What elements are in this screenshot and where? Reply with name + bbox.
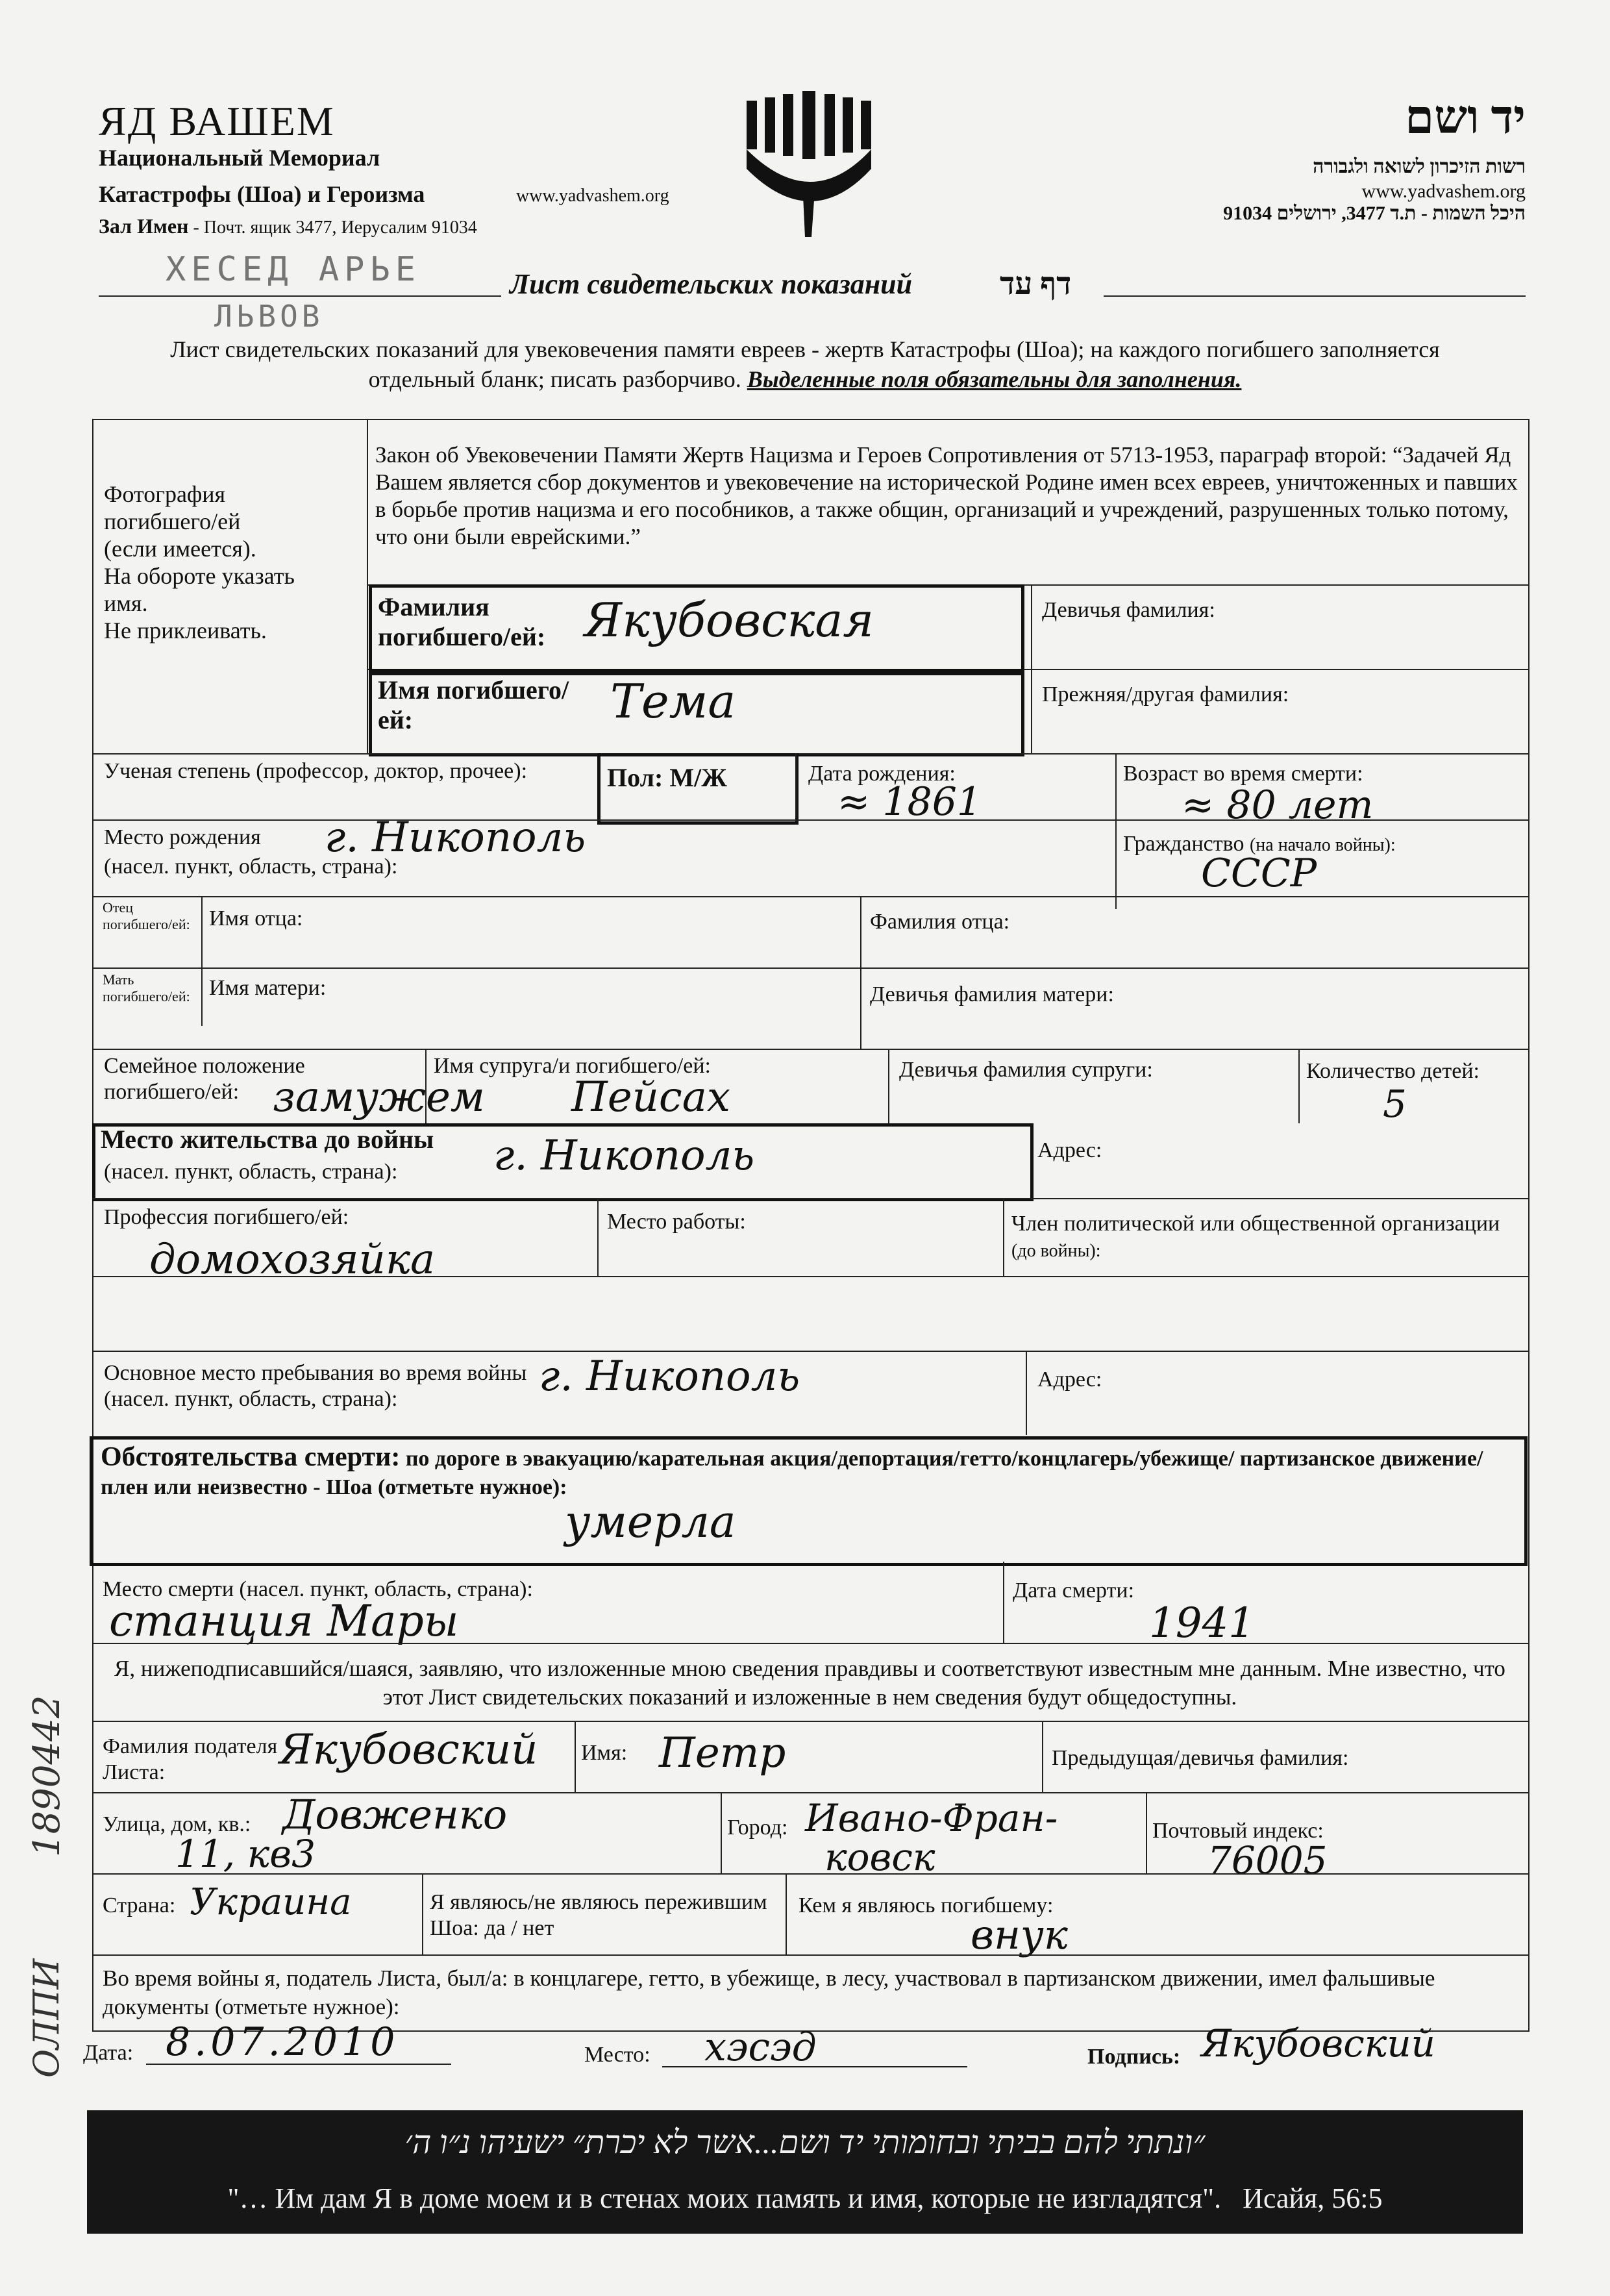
photo-instructions: Фотография погибшего/ей (если имеется). На обороте указать имя. Не приклеивать. bbox=[104, 481, 295, 643]
marital-label: Семейное положение погибшего/ей: bbox=[104, 1054, 305, 1104]
relation-label: Кем я являюсь погибшему: bbox=[799, 1893, 1054, 1917]
circumstances-value: умерла bbox=[565, 1497, 736, 1548]
father-name-label: Имя отца: bbox=[209, 906, 303, 930]
org-title-ru: ЯД ВАШЕМ bbox=[99, 98, 335, 144]
firstname-value: Тема bbox=[610, 674, 736, 729]
residence-label: Место жительства до войны bbox=[101, 1125, 434, 1154]
prev-surname-label: Прежняя/другая фамилия: bbox=[1042, 682, 1289, 706]
maiden-name-label: Девичья фамилия: bbox=[1042, 598, 1215, 622]
org-line-he: רשות הזיכרון לשואה ולגבורה bbox=[1313, 156, 1526, 177]
org-address-ru: Зал Имен - Почт. ящик 3477, Иерусалим 91034 bbox=[99, 214, 477, 238]
footer-quote-he: ״ונתתי להם בביתי ובחומותי יד ושם...אשר לא יכרת״ ישעיהו נ״ו ה׳ bbox=[404, 2124, 1206, 2160]
age-value: ≈ 80 лет bbox=[1182, 782, 1374, 828]
citizenship-value: СССР bbox=[1201, 851, 1317, 896]
submitter-name-label: Имя: bbox=[581, 1741, 628, 1765]
signature-label: Подпись: bbox=[1087, 2045, 1181, 2069]
profession-value: домохозяйка bbox=[149, 1236, 436, 1284]
age-label: Возраст во время смерти: bbox=[1123, 762, 1363, 786]
deathplace-value: станция Мары bbox=[109, 1596, 459, 1646]
org-line-2: Катастрофы (Шоа) и Героизма bbox=[99, 181, 425, 207]
address-label: Адрес: bbox=[1037, 1138, 1102, 1162]
children-label: Количество детей: bbox=[1306, 1059, 1480, 1083]
spouse-maiden-label: Девичья фамилия супруги: bbox=[899, 1058, 1153, 1082]
deathdate-label: Дата смерти: bbox=[1013, 1578, 1135, 1603]
children-value: 5 bbox=[1383, 1082, 1407, 1126]
sheet-title-he: דף עד bbox=[1000, 267, 1072, 301]
political-label: Член политической или общественной организации (до войны): bbox=[1011, 1212, 1500, 1261]
mother-side-label: Мать погибшего/ей: bbox=[103, 971, 190, 1004]
street-value-2: 11, кв3 bbox=[175, 1832, 316, 1876]
surname-value: Якубовская bbox=[584, 593, 874, 647]
footer-banner bbox=[87, 2110, 1523, 2234]
menorah-logo-icon bbox=[740, 84, 883, 247]
survivor-label: Я являюсь/не являюсь пережившим Шоа: да / нет bbox=[430, 1890, 767, 1940]
deathplace-label: Место смерти (насел. пункт, область, страна): bbox=[103, 1577, 533, 1601]
street-label: Улица, дом, кв.: bbox=[103, 1812, 251, 1836]
street-value-1: Довженко bbox=[282, 1791, 508, 1838]
residence-sub: (насел. пункт, область, страна): bbox=[104, 1160, 398, 1184]
submitter-prev-label: Предыдущая/девичья фамилия: bbox=[1052, 1746, 1349, 1770]
residence-value: г. Никополь bbox=[493, 1132, 755, 1180]
birthplace-label: Место рождения bbox=[104, 825, 261, 849]
relation-value: внук bbox=[971, 1911, 1068, 1958]
law-text: Закон об Увековечении Памяти Жертв Нацизма и Героев Сопротивления от 5713-1953, параграф второй: “Задачей Яд Вашем является сбор документов и увековечение на исторической Родине имен всех евреев, уничтоженных и павших в борьбе против нацизма и его пособников, а также общин, организаций и учреждений, разрушенных только потому, что они были еврейскими.” bbox=[375, 442, 1518, 549]
father-side-label: Отец погибшего/ей: bbox=[103, 899, 190, 932]
circumstances-label: Обстоятельства смерти: по дороге в эвакуацию/карательная акция/депортация/гетто/концлагерь/убежище/ партизанское движение/плен или неизвестно - Шоа (отметьте нужное): bbox=[101, 1442, 1483, 1499]
footer-quote-ru: "… Им дам Я в доме моем и в стенах моих память и имя, которые не изгладятся". Исайя, 56:5 bbox=[227, 2182, 1383, 2214]
intro-text: Лист свидетельских показаний для увековечения памяти евреев - жертв Катастрофы (Шоа); на каждого погибшего заполняется отдельный бланк; писать разборчиво. Выделенные поля обязательны для заполнения. bbox=[170, 336, 1440, 392]
degree-label: Ученая степень (профессор, доктор, прочее): bbox=[104, 759, 528, 783]
birthdate-label: Дата рождения: bbox=[808, 762, 956, 786]
org-website-ru: www.yadvashem.org bbox=[516, 186, 669, 206]
deathdate-value: 1941 bbox=[1149, 1599, 1255, 1647]
birthdate-value: ≈ 1861 bbox=[837, 779, 982, 825]
gender-label: Пол: М/Ж bbox=[607, 763, 727, 792]
birthplace-sub: (насел. пункт, область, страна): bbox=[104, 855, 398, 879]
org-address-he: היכל השמות - ת.ד 3477, ירושלים 91034 bbox=[1223, 203, 1526, 224]
org-title-he: יד ושם bbox=[1405, 92, 1526, 144]
place-label: Место: bbox=[584, 2043, 650, 2067]
zip-label: Почтовый индекс: bbox=[1152, 1819, 1324, 1843]
address2-label: Адрес: bbox=[1037, 1367, 1102, 1391]
date-label: Дата: bbox=[83, 2041, 134, 2065]
place-value: хэсэд bbox=[704, 2025, 817, 2070]
city-value-1: Ивано-Фран- bbox=[805, 1796, 1058, 1840]
workplace-label: Место работы: bbox=[607, 1210, 746, 1234]
declaration-text: Я, нижеподписавшийся/шаяся, заявляю, что изложенные мною сведения правдивы и соответствуют известным мне данным. Мне известно, что этот Лист свидетельских показаний и изложенные в нем сведения будут общедоступны. bbox=[114, 1656, 1505, 1710]
signature-value: Якубовский bbox=[1201, 2021, 1436, 2065]
mother-name-label: Имя матери: bbox=[209, 976, 327, 1000]
sheet-title: Лист свидетельских показаний bbox=[510, 268, 913, 300]
city-label: Город: bbox=[727, 1816, 788, 1840]
spouse-label: Имя супруга/и погибшего/ей: bbox=[434, 1054, 711, 1078]
date-value: 8.07.2010 bbox=[166, 2019, 399, 2065]
country-value: Украина bbox=[190, 1881, 352, 1923]
profession-label: Профессия погибшего/ей: bbox=[104, 1205, 349, 1229]
city-value-2: ковск bbox=[824, 1835, 935, 1879]
mother-maiden-label: Девичья фамилия матери: bbox=[870, 982, 1114, 1006]
side-number: 1890442 bbox=[26, 1695, 68, 1857]
side-letters: ОЛПИ bbox=[26, 1958, 67, 2078]
birthplace-value: г. Никополь bbox=[325, 814, 586, 862]
spouse-value: Пейсах bbox=[571, 1073, 730, 1121]
zip-value: 76005 bbox=[1208, 1838, 1328, 1882]
submitter-name-value: Петр bbox=[659, 1729, 786, 1777]
wartime-value: г. Никополь bbox=[539, 1353, 800, 1401]
stamp-line-2: ЛЬВОВ bbox=[214, 299, 324, 334]
wartime-label: Основное место пребывания во время войны (насел. пункт, область, страна): bbox=[104, 1361, 527, 1411]
org-line-1: Национальный Мемориал bbox=[99, 145, 380, 171]
submitter-surname-value: Якубовский bbox=[279, 1726, 538, 1774]
citizenship-label: Гражданство (на начало войны): bbox=[1123, 832, 1396, 856]
marital-value: замужем bbox=[273, 1073, 485, 1121]
firstname-label: Имя погибшего/ей: bbox=[378, 675, 569, 734]
stamp-line-1: ХЕСЕД АРЬЕ bbox=[166, 250, 421, 289]
country-label: Страна: bbox=[103, 1893, 176, 1917]
submitter-surname-label: Фамилия подателя Листа: bbox=[103, 1734, 278, 1784]
wartime-submitter-text: Во время войны я, податель Листа, был/а: в концлагере, гетто, в убежище, в лесу, участвовал в партизанском движении, имел фальшивые документы (отметьте нужное): bbox=[103, 1965, 1435, 2019]
father-surname-label: Фамилия отца: bbox=[870, 910, 1010, 934]
surname-label: Фамилия погибшего/ей: bbox=[378, 592, 546, 651]
org-website-he: www.yadvashem.org bbox=[1361, 181, 1526, 202]
